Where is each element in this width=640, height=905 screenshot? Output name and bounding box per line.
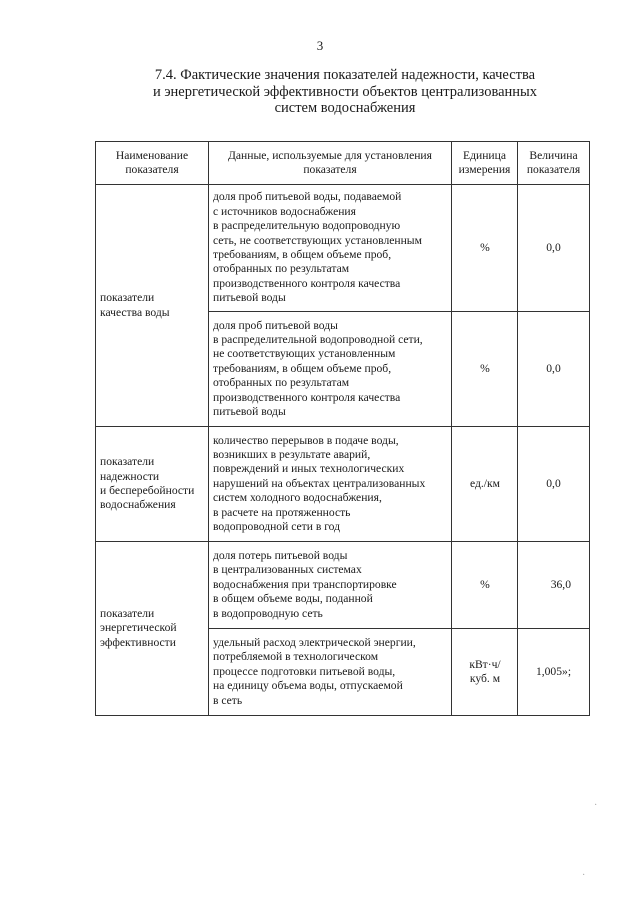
table-row: [96, 427, 590, 542]
indicator-data-cell: [209, 312, 452, 427]
indicator-name-cell: [96, 542, 209, 716]
cell-text-line: и бесперебойности: [100, 484, 195, 497]
cell-text-line: доля проб питьевой воды: [213, 318, 338, 332]
scan-mark: ·: [582, 870, 586, 881]
cell-text-line: Единица: [463, 148, 506, 162]
cell-text-line: питьевой воды: [213, 405, 286, 419]
cell-text-line: требованиям, в общем объеме проб,: [213, 248, 392, 261]
indicator-unit-cell: [452, 629, 518, 716]
cell-text-line: в распределительную водопроводную: [213, 219, 401, 233]
cell-text-line: процессе подготовки питьевой воды,: [213, 664, 396, 678]
cell-text-line: требованиям, в общем объеме проб,: [213, 361, 392, 375]
cell-text-line: в централизованных системах: [213, 563, 362, 577]
cell-text-line: Данные, используемые для установления: [228, 148, 432, 162]
cell-text-line: сеть, не соответствующих установленным: [213, 233, 422, 247]
table-row: [96, 185, 590, 312]
indicator-data-cell: [209, 427, 452, 542]
header-unit: [452, 142, 518, 185]
cell-text-line: повреждений и иных технологических: [213, 462, 405, 476]
cell-text-line: нарушений на объектах централизованных: [213, 476, 426, 490]
cell-text-line: показатели: [100, 606, 155, 620]
cell-text-line: в распределительной водопроводной сети,: [213, 332, 423, 346]
cell-text-line: энергетической: [100, 621, 177, 635]
cell-text-line: Наименование: [115, 148, 189, 162]
cell-text-line: производственного контроля качества: [213, 390, 401, 404]
indicator-value-cell: 1,005»;: [518, 629, 590, 716]
indicator-name-cell: [96, 185, 209, 427]
cell-text-line: водопроводной сети в год: [213, 520, 341, 534]
table-header-row: [96, 142, 590, 185]
cell-text-line: на единицу объема воды, отпускаемой: [213, 679, 403, 693]
cell-text-line: в сеть: [213, 693, 243, 707]
header-data: [209, 142, 452, 185]
cell-text-line: количество перерывов в подаче воды,: [213, 433, 399, 447]
cell-text-line: не соответствующих установленным: [213, 347, 396, 361]
indicator-data-cell: [209, 629, 452, 716]
indicator-name-cell: [96, 427, 209, 542]
cell-text-line: в водопроводную сеть: [213, 606, 323, 620]
cell-text-line: систем холодного водоснабжения,: [213, 491, 382, 505]
header-name: [96, 142, 209, 185]
cell-text-line: %: [480, 361, 490, 375]
cell-text-line: возникших в результате аварий,: [213, 447, 371, 461]
heading-line: 7.4. Фактические значения показателей надежности, качества: [154, 67, 536, 83]
cell-text-line: удельный расход электрической энергии,: [213, 635, 416, 649]
cell-text-line: куб. м: [469, 672, 501, 685]
cell-text-line: показатели: [100, 455, 155, 469]
cell-text-line: водоснабжения при транспортировке: [213, 577, 397, 591]
cell-text-line: производственного контроля качества: [213, 276, 401, 290]
scan-mark: ·: [594, 800, 598, 811]
indicator-unit-cell: [452, 427, 518, 542]
cell-text-line: ед./км: [470, 476, 500, 490]
section-heading: [120, 67, 570, 117]
indicator-unit-cell: [452, 185, 518, 312]
cell-text-line: в общем объеме воды, поданной: [213, 592, 373, 606]
cell-text-line: показателя: [526, 163, 581, 176]
heading-line: систем водоснабжения: [274, 100, 416, 116]
cell-text-line: качества воды: [100, 305, 170, 319]
cell-text-line: с источников водоснабжения: [213, 204, 356, 218]
cell-text-line: эффективности: [100, 635, 176, 649]
cell-text-line: надежности: [100, 469, 160, 483]
indicator-unit-cell: [452, 542, 518, 629]
indicators-table: [95, 141, 590, 716]
indicator-value-cell: 0,0: [518, 185, 590, 312]
indicator-unit-cell: [452, 312, 518, 427]
cell-text-line: %: [480, 577, 490, 591]
cell-text-line: доля проб питьевой воды, подаваемой: [213, 190, 402, 204]
table-row: [96, 542, 590, 629]
page-number: 3: [316, 38, 324, 53]
header-value: [518, 142, 590, 185]
cell-text-line: показателя: [303, 163, 357, 176]
heading-line: и энергетической эффективности объектов централизованных: [152, 83, 538, 100]
cell-text-line: доля потерь питьевой воды: [213, 548, 348, 562]
indicator-data-cell: [209, 542, 452, 629]
cell-text-line: питьевой воды: [213, 291, 286, 305]
cell-text-line: водоснабжения: [100, 498, 176, 512]
cell-text-line: Величина: [529, 148, 578, 162]
cell-text-line: в расчете на протяженность: [213, 505, 351, 519]
indicator-value-cell: 0,0: [518, 312, 590, 427]
cell-text-line: %: [480, 240, 490, 254]
indicator-value-cell: 0,0: [518, 427, 590, 542]
indicator-data-cell: [209, 185, 452, 312]
cell-text-line: отобранных по результатам: [213, 376, 350, 390]
cell-text-line: кВт·ч/: [469, 657, 501, 671]
indicator-value-cell: 36,0: [518, 542, 590, 629]
cell-text-line: отобранных по результатам: [213, 262, 350, 276]
cell-text-line: показателя: [125, 163, 179, 176]
cell-text-line: измерения: [458, 163, 511, 176]
cell-text-line: показатели: [100, 291, 155, 305]
cell-text-line: потребляемой в технологическом: [213, 650, 379, 664]
